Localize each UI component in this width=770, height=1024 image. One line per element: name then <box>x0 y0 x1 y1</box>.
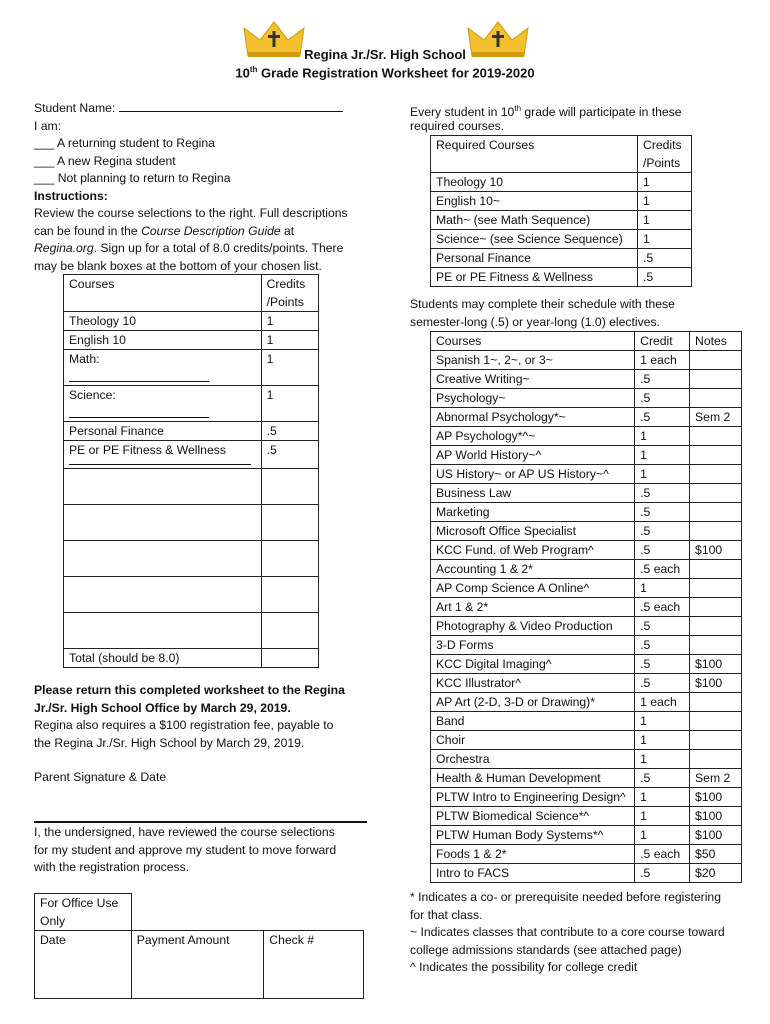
notes-cell <box>690 693 742 712</box>
table-row <box>431 268 692 287</box>
blank-course-cell[interactable] <box>64 577 262 613</box>
credit-cell: .5 each <box>635 598 690 617</box>
selection-table <box>63 274 319 668</box>
credit-cell: .5 <box>635 617 690 636</box>
blank-credit-cell[interactable] <box>261 613 318 649</box>
notes-cell: Sem 2 <box>690 408 742 427</box>
column-header: Courses <box>64 275 262 312</box>
table-row <box>431 579 742 598</box>
credit-cell: 1 <box>638 230 692 249</box>
credit-cell: .5 <box>635 636 690 655</box>
course-cell: Abnormal Psychology*~ <box>431 408 635 427</box>
course-cell: KCC Fund. of Web Program^ <box>431 541 635 560</box>
instructions-text: can be found in the Course Description Guide at <box>34 223 295 238</box>
course-cell: Orchestra <box>431 750 635 769</box>
table-row <box>431 674 742 693</box>
course-cell: Science~ (see Science Sequence) <box>431 230 638 249</box>
office-spacer <box>131 894 264 931</box>
table-row <box>431 769 742 788</box>
table-row <box>431 503 742 522</box>
notes-cell: $100 <box>690 655 742 674</box>
course-cell: 3-D Forms <box>431 636 635 655</box>
blank-credit-cell[interactable] <box>261 505 318 541</box>
table-header-row <box>431 332 742 351</box>
table-row <box>431 826 742 845</box>
notes-cell <box>690 579 742 598</box>
credit-cell: .5 <box>635 408 690 427</box>
table-row <box>431 731 742 750</box>
table-row <box>431 541 742 560</box>
table-row <box>431 845 742 864</box>
table-row <box>431 484 742 503</box>
credit-cell: 1 <box>261 350 318 386</box>
table-row <box>431 446 742 465</box>
credit-cell: .5 <box>635 541 690 560</box>
office-use-label: For Office Use Only <box>35 894 132 931</box>
credit-cell: .5 <box>635 769 690 788</box>
credit-cell: 1 <box>261 312 318 331</box>
electives-table <box>430 331 742 883</box>
course-cell: PLTW Biomedical Science*^ <box>431 807 635 826</box>
table-row <box>431 712 742 731</box>
credit-cell: .5 each <box>635 845 690 864</box>
option-not-returning[interactable]: ___ Not planning to return to Regina <box>34 171 231 185</box>
instructions-text: Regina.org. Sign up for a total of 8.0 credits/points. There <box>34 241 344 255</box>
legend-note: college admissions standards (see attached page) <box>410 942 682 957</box>
notes-cell <box>690 465 742 484</box>
table-row <box>431 351 742 370</box>
table-row <box>431 807 742 826</box>
date-label: Date <box>40 933 66 947</box>
table-row <box>64 350 319 386</box>
notes-cell: $100 <box>690 807 742 826</box>
credit-cell: 1 <box>635 750 690 769</box>
credit-cell: 1 <box>635 807 690 826</box>
course-cell: Photography & Video Production <box>431 617 635 636</box>
notes-cell <box>690 560 742 579</box>
electives-intro: Students may complete their schedule with these <box>410 297 675 311</box>
course-cell: AP Art (2-D, 3-D or Drawing)* <box>431 693 635 712</box>
student-name-field[interactable] <box>119 100 343 112</box>
course-cell: English 10 <box>64 331 262 350</box>
table-row <box>431 788 742 807</box>
instructions-text: may be blank boxes at the bottom of your chosen list. <box>34 258 322 273</box>
table-row <box>431 693 742 712</box>
credit-cell: 1 <box>635 465 690 484</box>
table-row <box>64 331 319 350</box>
office-use-table <box>34 893 364 999</box>
parent-signature-line[interactable] <box>34 821 367 823</box>
table-row <box>431 636 742 655</box>
table-row <box>431 230 692 249</box>
option-returning[interactable]: ___ A returning student to Regina <box>34 136 215 150</box>
table-row <box>431 427 742 446</box>
credit-cell: .5 <box>635 655 690 674</box>
credit-cell: .5 <box>635 522 690 541</box>
total-label: Total (should be 8.0) <box>64 649 262 668</box>
course-cell: Math~ (see Math Sequence) <box>431 211 638 230</box>
credit-cell: 1 <box>261 331 318 350</box>
notes-cell: $100 <box>690 541 742 560</box>
check-cell[interactable] <box>264 931 364 999</box>
table-row <box>431 598 742 617</box>
required-intro: required courses. <box>410 118 505 133</box>
table-row <box>431 370 742 389</box>
course-cell: Marketing <box>431 503 635 522</box>
parent-signature-label: Parent Signature & Date <box>34 770 167 784</box>
table-row <box>431 211 692 230</box>
table-row <box>64 422 319 441</box>
science-entry-line[interactable] <box>69 417 209 418</box>
credit-cell: .5 <box>638 249 692 268</box>
notes-cell: Sem 2 <box>690 769 742 788</box>
column-header: Notes <box>690 332 742 351</box>
notes-cell: $100 <box>690 826 742 845</box>
notes-cell: $20 <box>690 864 742 883</box>
credit-cell: .5 <box>635 503 690 522</box>
payment-amount-cell[interactable] <box>131 931 264 999</box>
course-label: PE or PE Fitness & Wellness <box>69 443 226 457</box>
course-cell: Art 1 & 2* <box>431 598 635 617</box>
course-cell: KCC Illustrator^ <box>431 674 635 693</box>
credit-cell: 1 <box>635 712 690 731</box>
table-row <box>431 173 692 192</box>
notes-cell <box>690 617 742 636</box>
notes-cell <box>690 427 742 446</box>
credit-cell: 1 each <box>635 351 690 370</box>
column-header: Courses <box>431 332 635 351</box>
table-row <box>431 389 742 408</box>
blank-course-cell[interactable] <box>64 613 262 649</box>
payment-amount-label: Payment Amount <box>136 933 230 947</box>
column-header: Credits /Points <box>638 136 692 173</box>
course-cell: English 10~ <box>431 192 638 211</box>
notes-cell <box>690 598 742 617</box>
credit-cell: .5 <box>635 484 690 503</box>
notes-cell <box>690 750 742 769</box>
table-row <box>431 465 742 484</box>
instructions-heading: Instructions: <box>34 188 108 203</box>
blank-course-cell[interactable] <box>64 469 262 505</box>
table-row <box>431 560 742 579</box>
table-row <box>431 192 692 211</box>
table-row <box>431 522 742 541</box>
credit-cell: .5 <box>635 864 690 883</box>
math-cell[interactable] <box>64 350 262 386</box>
credit-cell: .5 <box>638 268 692 287</box>
required-courses-table <box>430 135 692 287</box>
page-subtitle: 10th Grade Registration Worksheet for 2019-2020 <box>235 65 535 81</box>
column-header: Credit <box>635 332 690 351</box>
notes-cell <box>690 484 742 503</box>
notes-cell <box>690 503 742 522</box>
course-cell: PE or PE Fitness & Wellness <box>431 268 638 287</box>
credit-cell: .5 <box>635 370 690 389</box>
notes-cell: $50 <box>690 845 742 864</box>
credit-cell: .5 <box>261 422 318 441</box>
course-cell: Choir <box>431 731 635 750</box>
course-cell: PLTW Human Body Systems*^ <box>431 826 635 845</box>
total-row <box>64 649 319 668</box>
credit-cell: .5 <box>635 674 690 693</box>
credit-cell: 1 <box>635 826 690 845</box>
table-header-row <box>431 136 692 173</box>
student-name-row: Student Name: <box>34 100 374 118</box>
science-cell[interactable] <box>64 386 262 422</box>
return-instructions: Please return this completed worksheet to the Regina <box>34 683 345 697</box>
notes-cell <box>690 522 742 541</box>
course-cell: Accounting 1 & 2* <box>431 560 635 579</box>
course-cell: Personal Finance <box>431 249 638 268</box>
course-cell: AP Comp Science A Online^ <box>431 579 635 598</box>
notes-cell <box>690 636 742 655</box>
legend-note: for that class. <box>410 907 483 922</box>
undersigned-text: with the registration process. <box>34 860 190 874</box>
course-cell: Foods 1 & 2* <box>431 845 635 864</box>
table-row <box>64 441 319 469</box>
legend-note: * Indicates a co- or prerequisite needed before registering <box>410 890 721 904</box>
course-cell: AP World History~^ <box>431 446 635 465</box>
blank-course-cell[interactable] <box>64 541 262 577</box>
course-cell: Microsoft Office Specialist <box>431 522 635 541</box>
pe-cell[interactable] <box>64 441 262 469</box>
notes-cell <box>690 370 742 389</box>
legend-note: ~ Indicates classes that contribute to a core course toward <box>410 925 725 939</box>
fee-text: Regina also requires a $100 registration fee, payable to <box>34 718 334 732</box>
notes-cell: $100 <box>690 788 742 807</box>
table-row <box>64 613 319 649</box>
course-cell: Personal Finance <box>64 422 262 441</box>
course-cell: Business Law <box>431 484 635 503</box>
column-header: Required Courses <box>431 136 638 173</box>
notes-cell <box>690 446 742 465</box>
electives-intro: semester-long (.5) or year-long (1.0) electives. <box>410 314 660 329</box>
credit-cell: 1 <box>635 731 690 750</box>
course-cell: KCC Digital Imaging^ <box>431 655 635 674</box>
return-instructions: Jr./Sr. High School Office by March 29, 2019. <box>34 700 291 715</box>
course-cell: AP Psychology*^~ <box>431 427 635 446</box>
required-intro: Every student in 10th grade will participate in these <box>410 104 682 120</box>
credit-cell: 1 <box>635 427 690 446</box>
instructions-text: Review the course selections to the right. Full descriptions <box>34 206 348 220</box>
table-row <box>431 249 692 268</box>
course-cell: Band <box>431 712 635 731</box>
blank-course-cell[interactable] <box>64 505 262 541</box>
option-new[interactable]: ___ A new Regina student <box>34 153 176 168</box>
course-label: Math: <box>69 352 100 366</box>
credit-cell: 1 <box>635 446 690 465</box>
blank-credit-cell[interactable] <box>261 469 318 505</box>
table-row <box>64 386 319 422</box>
course-cell: Intro to FACS <box>431 864 635 883</box>
notes-cell: $100 <box>690 674 742 693</box>
notes-cell <box>690 731 742 750</box>
table-row <box>64 577 319 613</box>
course-cell: PLTW Intro to Engineering Design^ <box>431 788 635 807</box>
table-row <box>431 750 742 769</box>
table-row <box>431 655 742 674</box>
credit-cell: .5 <box>635 389 690 408</box>
undersigned-text: I, the undersigned, have reviewed the course selections <box>34 825 335 839</box>
credit-cell: 1 <box>635 788 690 807</box>
legend-note: ^ Indicates the possibility for college credit <box>410 960 638 974</box>
course-cell: Health & Human Development <box>431 769 635 788</box>
total-cell[interactable] <box>261 649 318 668</box>
date-cell[interactable] <box>35 931 132 999</box>
course-cell: Psychology~ <box>431 389 635 408</box>
table-row <box>64 505 319 541</box>
pe-entry-line[interactable] <box>69 464 251 465</box>
credit-cell: .5 each <box>635 560 690 579</box>
office-spacer <box>264 894 364 931</box>
check-label: Check # <box>269 933 314 947</box>
table-row <box>64 541 319 577</box>
blank-credit-cell[interactable] <box>261 577 318 613</box>
credit-cell: 1 <box>638 192 692 211</box>
course-label: Science: <box>69 388 116 402</box>
credit-cell: 1 <box>638 211 692 230</box>
page-title: Regina Jr./Sr. High School <box>304 47 466 62</box>
table-row <box>431 617 742 636</box>
credit-cell: .5 <box>261 441 318 469</box>
course-cell: Theology 10 <box>431 173 638 192</box>
credit-cell: 1 each <box>635 693 690 712</box>
table-row <box>64 469 319 505</box>
course-cell: US History~ or AP US History~^ <box>431 465 635 484</box>
table-row <box>431 864 742 883</box>
undersigned-text: for my student and approve my student to move forward <box>34 842 337 857</box>
notes-cell <box>690 351 742 370</box>
notes-cell <box>690 712 742 731</box>
credit-cell: 1 <box>638 173 692 192</box>
table-header-row <box>64 275 319 312</box>
table-row <box>431 408 742 427</box>
i-am-label: I am: <box>34 118 62 133</box>
table-row <box>64 312 319 331</box>
blank-credit-cell[interactable] <box>261 541 318 577</box>
course-cell: Theology 10 <box>64 312 262 331</box>
math-entry-line[interactable] <box>69 381 209 382</box>
column-header: Credits /Points <box>261 275 318 312</box>
credit-cell: 1 <box>261 386 318 422</box>
notes-cell <box>690 389 742 408</box>
fee-text: the Regina Jr./Sr. High School by March 29, 2019. <box>34 735 305 750</box>
course-cell: Creative Writing~ <box>431 370 635 389</box>
credit-cell: 1 <box>635 579 690 598</box>
course-cell: Spanish 1~, 2~, or 3~ <box>431 351 635 370</box>
